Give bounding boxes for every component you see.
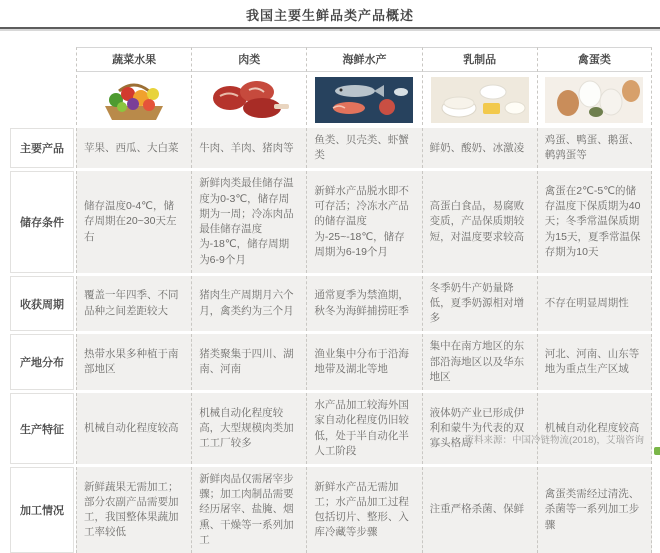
cell-text: 储存温度0-4℃，储存周期在20~30天左右 [84, 200, 177, 243]
cell-text: 新鲜水产品无需加工；水产品加工过程包括切片、整形、入库冷藏等步骤 [314, 480, 409, 539]
cell-text: 鲜奶、酸奶、冰激凌 [429, 141, 525, 154]
cell-text: 注重严格杀菌、保鲜 [429, 503, 525, 516]
source-note: 资料来源：中国冷链物流(2018)，艾瑞咨询 [464, 435, 644, 446]
meat-photo [191, 75, 306, 125]
cell-vegetables-storage [76, 171, 191, 272]
cell-dairy-storage [422, 171, 537, 272]
cell-text: 苹果、西瓜、大白菜 [84, 141, 179, 154]
cell-text: 机械自动化程度较高 [84, 421, 179, 434]
cell-seafood-storage [306, 171, 421, 272]
cell-vegetables-production [76, 393, 191, 464]
title-divider [0, 27, 660, 31]
corner-watermark [654, 447, 660, 455]
cell-text: 覆盖一年四季、不同品种之间差距较大 [84, 289, 179, 317]
cell-text: 热带水果多种植于南部地区 [84, 348, 179, 376]
cell-seafood-main-products [306, 128, 421, 168]
cell-meat-main-products [191, 128, 306, 168]
cell-eggs-processing [537, 467, 652, 553]
cell-text: 水产品加工较海外国家自动化程度仍旧较低，处于半自动化半人工阶段 [314, 399, 409, 457]
corner-spacer [10, 75, 76, 125]
vegetables-fruits-photo [76, 75, 191, 125]
cell-vegetables-harvest [76, 276, 191, 332]
row-label-production-distribution: 产地分布 [10, 334, 74, 390]
cell-meat-harvest [191, 276, 306, 332]
cell-text: 禽蛋类需经过清洗、杀菌等一系列加工步骤 [544, 488, 640, 531]
cell-text: 机械自动化程度较高，大型规模肉类加工工厂较多 [199, 406, 294, 450]
cell-seafood-harvest [306, 276, 421, 332]
cell-text: 渔业集中分布于沿海地带及湖北等地 [314, 348, 409, 376]
cell-dairy-harvest [422, 276, 537, 332]
cell-eggs-production [537, 393, 652, 464]
cell-meat-storage [191, 171, 306, 272]
cell-dairy-processing [422, 467, 537, 553]
cell-text: 集中在南方地区的东部沿海地区以及华东地区 [429, 340, 525, 383]
cell-text: 鱼类、贝壳类、虾蟹类 [314, 134, 409, 162]
cell-vegetables-distribution [76, 334, 191, 390]
cell-seafood-distribution [306, 334, 421, 390]
row-label-main-products: 主要产品 [10, 128, 74, 168]
cell-seafood-processing [306, 467, 421, 553]
page-title: 我国主要生鲜品类产品概述 [245, 8, 414, 23]
cell-meat-processing [191, 467, 306, 553]
cell-eggs-distribution [537, 334, 652, 390]
cell-text: 新鲜蔬果无需加工；部分农副产品需要加工，我国整体果蔬加工率较低 [84, 480, 179, 539]
column-header-eggs: 禽蛋类 [537, 47, 652, 72]
cell-text: 河北、河南、山东等地为重点生产区域 [544, 348, 640, 376]
column-header-meat: 肉类 [191, 47, 306, 72]
row-label-harvest-cycle: 收获周期 [10, 276, 74, 332]
cell-dairy-production [422, 393, 537, 464]
cell-text: 机械自动化程度较高 [544, 421, 640, 434]
cell-seafood-production [306, 393, 421, 464]
cell-vegetables-processing [76, 467, 191, 553]
cell-meat-distribution [191, 334, 306, 390]
cell-text: 不存在明显周期性 [544, 296, 629, 309]
eggs-photo [537, 75, 652, 125]
seafood-photo [306, 75, 421, 125]
row-label-production-characteristics: 生产特征 [10, 393, 74, 464]
cell-text: 鸡蛋、鸭蛋、鹅蛋、鹌鹑蛋等 [544, 134, 640, 162]
column-header-dairy: 乳制品 [422, 47, 537, 72]
cell-eggs-harvest [537, 276, 652, 332]
cell-text: 猪类聚集于四川、湖南、河南 [199, 348, 294, 376]
cell-text: 通常夏季为禁渔期，秋冬为海鲜捕捞旺季 [314, 289, 409, 317]
cell-text: 牛肉、羊肉、猪肉等 [199, 141, 294, 154]
cell-text: 新鲜肉类最佳储存温度为0-3℃，储存周期为一周；冷冻肉品最佳储存温度为-18℃，储存周期为6-9个月 [199, 177, 294, 266]
cell-text: 新鲜水产品脱水即不可存活；冷冻水产品的储存温度为-25~-18℃，储存周期为6-19个月 [314, 185, 409, 258]
row-label-storage-conditions: 储存条件 [10, 171, 74, 272]
cell-dairy-main-products [422, 128, 537, 168]
column-header-vegetables: 蔬菜水果 [76, 47, 191, 72]
cell-eggs-main-products [537, 128, 652, 168]
fresh-food-table [10, 47, 652, 553]
corner-spacer [10, 47, 76, 72]
cell-text: 液体奶产业已形成伊利和蒙牛为代表的双寡头格局 [429, 406, 525, 450]
cell-text: 禽蛋在2℃-5℃的储存温度下保质期为40天；冬季常温保质期为15天，夏季常温保存期为10天 [544, 185, 641, 258]
cell-text: 高蛋白食品，易腐败变质，产品保质期较短，对温度要求较高 [429, 200, 525, 243]
cell-dairy-distribution [422, 334, 537, 390]
cell-text: 新鲜肉品仅需屠宰步骤；加工肉制品需要经历屠宰、盐腌、烟熏、干燥等一系列加工 [199, 472, 294, 546]
cell-eggs-storage [537, 171, 652, 272]
dairy-photo [422, 75, 537, 125]
column-header-seafood: 海鲜水产 [306, 47, 421, 72]
cell-meat-production [191, 393, 306, 464]
cell-text: 猪肉生产周期月六个月，禽类约为三个月 [199, 289, 294, 317]
cell-text: 冬季奶牛产奶量降低，夏季奶源相对增多 [429, 281, 525, 325]
row-label-processing-status: 加工情况 [10, 467, 74, 553]
cell-vegetables-main-products [76, 128, 191, 168]
